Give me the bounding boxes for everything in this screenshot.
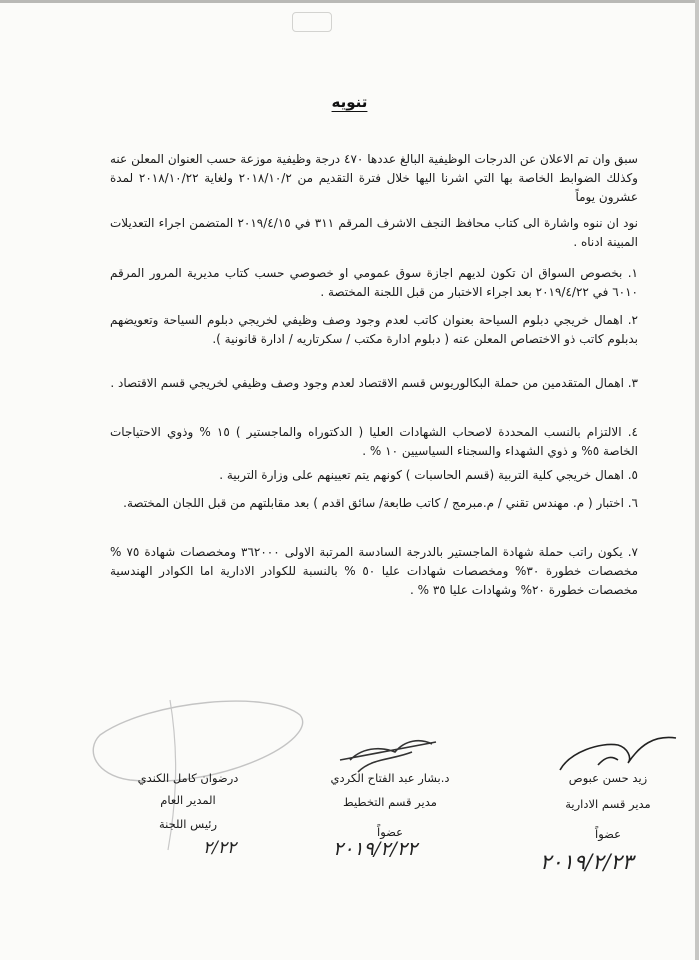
right-signature — [560, 737, 676, 770]
signatory-middle-date: ٢٠١٩/٢/٢٢ — [333, 838, 418, 860]
signatory-left-role: رئيس اللجنة — [158, 817, 218, 831]
list-item-6: ٦. اختبار ( م. مهندس تقني / م.مبرمج / كاتب طابعة/ سائق اقدم ) بعد مقابلتهم من قبل اللجان المختصة. — [123, 496, 638, 510]
signatory-middle-name: د.بشار عبد الفتاح الكردي — [330, 771, 450, 785]
list-item-5: ٥. اهمال خريجي كلية التربية (قسم الحاسبات ) كونهم يتم تعيينهم على وزارة التربية . — [219, 468, 638, 482]
middle-signature — [340, 741, 436, 772]
document-title: تنويه — [331, 93, 368, 111]
signatory-right — [548, 770, 668, 842]
signatory-middle — [318, 770, 462, 840]
signatory-left-date: ٢/٢٢ — [203, 838, 237, 858]
list-item-1: ١. بخصوص السواق ان تكون لديهم اجازة سوق عمومي او خصوصي حسب كتاب مديرية المرور المرقم ٦٠١٠ في ٢٠١٩/٤/٢٢ بعد اجراء الاختبار من قبل اللجنة المختصة . — [110, 266, 638, 299]
signatory-right-title: مدير قسم الادارية — [565, 797, 651, 811]
signatory-middle-title: مدير قسم التخطيط — [343, 795, 437, 809]
signatory-left — [132, 770, 244, 832]
list-item-2: ٢. اهمال خريجي دبلوم السياحة بعنوان كاتب لعدم وجود وصف وظيفي لخريجي دبلوم السياحة وتعويضهم بدبلوم كاتب ذو الاختصاص المعلن عنه ( دبلوم ادارة مكتب / سكرتاريه / ادارة قانونية ). — [110, 313, 638, 346]
notice-paragraph: نود ان ننوه واشارة الى كتاب محافظ النجف الاشرف المرقم ٣١١ في ٢٠١٩/٤/١٥ المتضمن اجراء التعديلات المبينة ادناه . — [110, 216, 638, 249]
list-item-4: ٤. الالتزام بالنسب المحددة لاصحاب الشهادات العليا ( الدكتوراه والماجستير ) ١٥ % وذوي الاحتياجات الخاصة ٥% و ذوي الشهداء والسجناء السياسيين ١٠ % . — [110, 425, 638, 458]
signatory-right-date: ٢٠١٩/٢/٢٣ — [540, 850, 634, 874]
list-item-7: ٧. يكون راتب حملة شهادة الماجستير بالدرجة السادسة المرتبة الاولى ٣٦٢٠٠٠ ومخصصات شهادة ٧٥ % مخصصات خطورة ٣٠% ومخصصات شهادات عليا ٥٠ % بالنسبة للكوادر الادارية اما الكوادر الهندسية مخصصات خطورة ٢٠% وشهادات عليا ٣٥ % . — [110, 545, 638, 597]
signatory-left-name: درضوان كامل الكندي — [137, 771, 239, 785]
signatory-middle-role: عضواً — [377, 825, 403, 839]
list-item-3: ٣. اهمال المتقدمين من حملة البكالوريوس قسم الاقتصاد لعدم وجود وصف وظيفي لخريجي قسم الاقتصاد . — [110, 376, 638, 390]
signatory-right-role: عضواً — [595, 827, 621, 841]
signatory-left-title: المدير العام — [160, 793, 216, 807]
intro-paragraph: سبق وان تم الاعلان عن الدرجات الوظيفية البالغ عددها ٤٧٠ درجة وظيفية موزعة حسب العنوان المعلن عنه وكذلك الضوابط الخاصة بها التي اشرنا اليها خلال فترة التقديم من ٢٠١٨/١٠/٢ ولغاية ٢٠١٨/١٠/٢٢ لمدة عشرون يوماً — [110, 152, 638, 204]
signatory-right-name: زيد حسن عبوص — [568, 771, 648, 785]
